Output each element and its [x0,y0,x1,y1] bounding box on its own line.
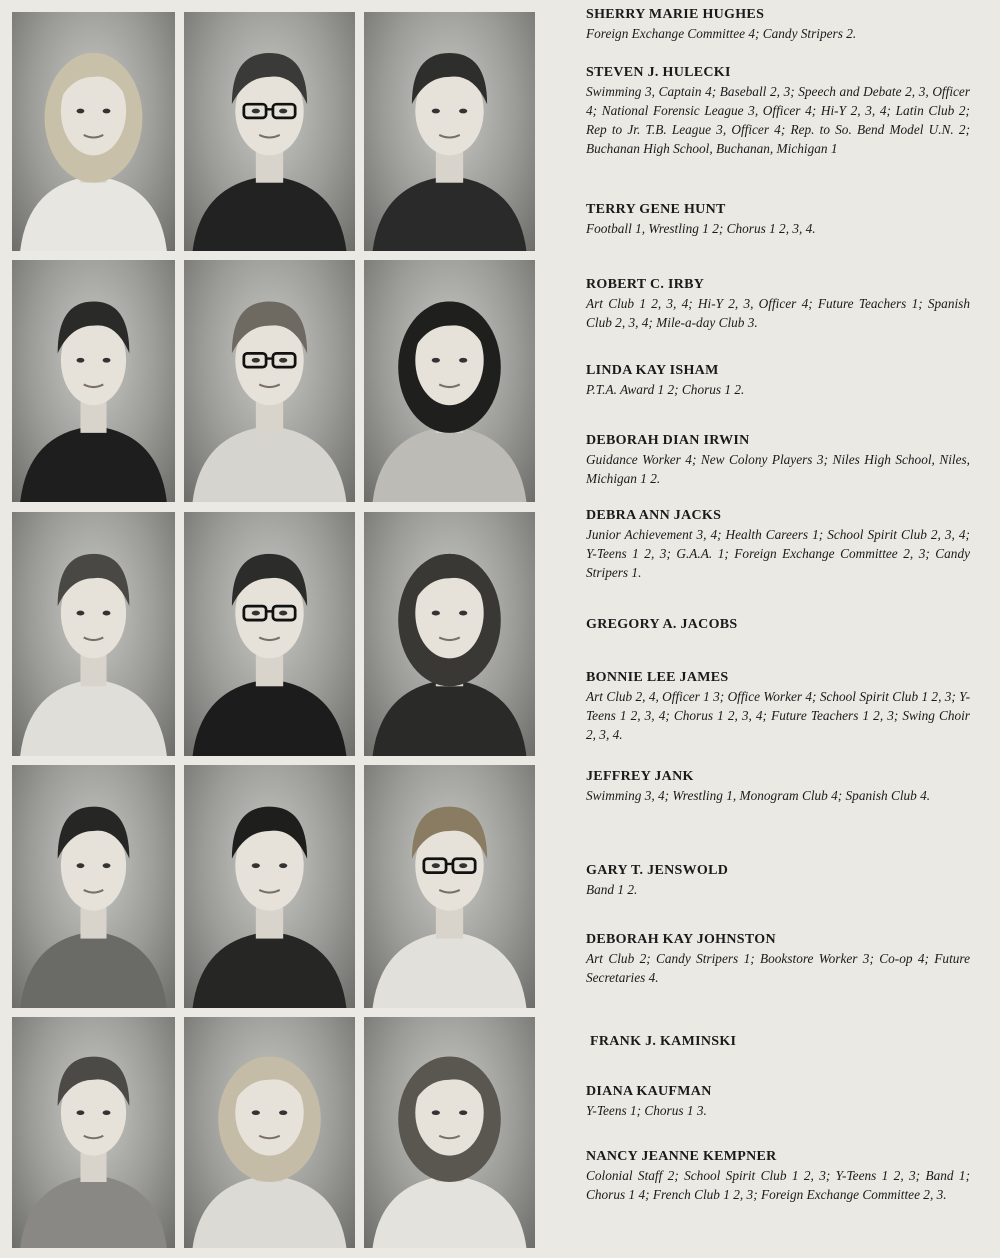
student-name: SHERRY MARIE HUGHES [586,7,765,22]
student-name: NANCY JEANNE KEMPNER [586,1149,777,1164]
bio-entry [586,616,970,634]
student-name: ROBERT C. IRBY [586,277,705,292]
student-portrait [364,1017,535,1248]
student-portrait [184,12,355,251]
student-activities: Football 1, Wrestling 1 2; Chorus 1 2, 3, 4. [586,221,816,236]
bio-entry [586,6,970,43]
student-portrait [12,765,175,1008]
bio-entry [586,276,970,332]
student-portrait [12,12,175,251]
student-portrait [12,1017,175,1248]
student-activities: Guidance Worker 4; New Colony Players 3; Niles High School, Niles, Michigan 1 2. [586,452,970,486]
student-activities: Swimming 3, 4; Wrestling 1, Monogram Club 4; Spanish Club 4. [586,788,931,803]
student-portrait [184,765,355,1008]
bio-entry [586,432,970,488]
student-activities: Band 1 2. [586,882,638,897]
bio-entry [590,1033,974,1051]
student-portrait [364,765,535,1008]
student-activities: Art Club 2; Candy Stripers 1; Bookstore Worker 3; Co-op 4; Future Secretaries 4. [586,951,970,985]
student-activities: Junior Achievement 3, 4; Health Careers 1; School Spirit Club 2, 3, 4; Y-Teens 1 2, 3; G.A.A. 1; Foreign Exchange Committee 2, 3; Candy Stripers 1. [586,527,970,580]
student-portrait [364,12,535,251]
student-name: DEBRA ANN JACKS [586,508,722,523]
student-activities: Art Club 2, 4, Officer 1 3; Office Worker 4; School Spirit Club 1 2, 3; Y-Teens 1 2, 3, 4; Chorus 1 2, 3, 4; Future Teachers 1 2, 3; Swing Choir 2, 3, 4. [586,689,970,742]
student-activities: Y-Teens 1; Chorus 1 3. [586,1103,707,1118]
student-name: GREGORY A. JACOBS [586,617,738,632]
student-activities: Art Club 1 2, 3, 4; Hi-Y 2, 3, Officer 4; Future Teachers 1; Spanish Club 2, 3, 4; Mile-a-day Club 3. [586,296,970,330]
bio-entry [586,669,970,744]
bio-entry [586,1148,970,1204]
student-name: GARY T. JENSWOLD [586,863,729,878]
bio-entry [586,507,970,582]
student-portrait [12,260,175,502]
student-name: TERRY GENE HUNT [586,202,726,217]
student-activities: Foreign Exchange Committee 4; Candy Stripers 2. [586,26,857,41]
bio-entry [586,201,970,238]
student-portrait [184,512,355,756]
bio-entry [586,362,970,399]
bio-entry [586,862,970,899]
bio-entry [586,931,970,987]
bio-entry [586,64,970,158]
student-name: LINDA KAY ISHAM [586,363,719,378]
student-name: FRANK J. KAMINSKI [590,1034,737,1049]
student-portrait [184,1017,355,1248]
student-activities: Swimming 3, Captain 4; Baseball 2, 3; Speech and Debate 2, 3, Officer 4; National Forensic League 3, Officer 4; Hi-Y 2, 3, 4; Latin Club 2; Rep to Jr. T.B. League 3, Officer 4; Rep. to So. Bend Model U.N. 2; Buchanan High School, Buchanan, Michigan 1 [586,84,970,156]
student-name: DIANA KAUFMAN [586,1084,712,1099]
student-name: DEBORAH KAY JOHNSTON [586,932,776,947]
student-activities: Colonial Staff 2; School Spirit Club 1 2, 3; Y-Teens 1 2, 3; Band 1; Chorus 1 4; French Club 1 2, 3; Foreign Exchange Committee 2, 3. [586,1168,970,1202]
student-activities: P.T.A. Award 1 2; Chorus 1 2. [586,382,745,397]
bio-entry [586,1083,970,1120]
student-portrait [12,512,175,756]
bio-entry [586,768,970,805]
student-name: JEFFREY JANK [586,769,694,784]
student-name: DEBORAH DIAN IRWIN [586,433,750,448]
student-portrait [364,260,535,502]
student-portrait [184,260,355,502]
student-name: STEVEN J. HULECKI [586,65,731,80]
student-name: BONNIE LEE JAMES [586,670,729,685]
student-portrait [364,512,535,756]
